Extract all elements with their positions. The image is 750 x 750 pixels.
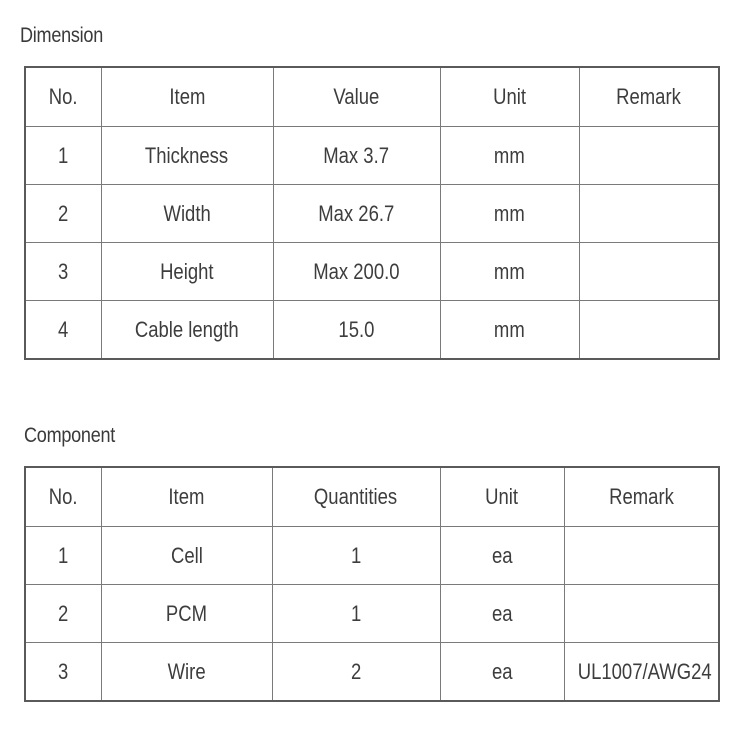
cell-unit: ea <box>440 527 564 585</box>
cell-quantity: 2 <box>272 643 440 702</box>
cell-unit: ea <box>440 643 564 702</box>
cell-item: Wire <box>101 643 272 702</box>
cell-value: Max 200.0 <box>273 243 440 301</box>
cell-unit: mm <box>440 185 579 243</box>
cell-remark <box>564 527 719 585</box>
table-row <box>25 243 719 301</box>
cell-item: Cable length <box>101 301 273 360</box>
cell-remark <box>579 185 719 243</box>
table-row <box>25 127 719 185</box>
cell-value: Max 3.7 <box>273 127 440 185</box>
table-header-row <box>25 467 719 527</box>
cell-quantity: 1 <box>272 585 440 643</box>
cell-unit: mm <box>440 301 579 360</box>
cell-value: Max 26.7 <box>273 185 440 243</box>
table-row <box>25 301 719 360</box>
cell-item: Cell <box>101 527 272 585</box>
header-cell: Quantities <box>272 467 440 527</box>
cell-remark <box>579 243 719 301</box>
cell-no: 3 <box>25 243 101 301</box>
cell-no: 1 <box>25 127 101 185</box>
cell-remark <box>579 301 719 360</box>
cell-unit: ea <box>440 585 564 643</box>
header-cell: Value <box>273 67 440 127</box>
table-row <box>25 185 719 243</box>
table-row <box>25 643 719 702</box>
header-cell: Remark <box>579 67 719 127</box>
cell-remark <box>564 585 719 643</box>
header-cell: No. <box>25 67 101 127</box>
table-row <box>25 585 719 643</box>
cell-value: 15.0 <box>273 301 440 360</box>
dimension-title: Dimension <box>20 24 104 47</box>
header-cell: Item <box>101 467 272 527</box>
cell-unit: mm <box>440 243 579 301</box>
header-cell: Remark <box>564 467 719 527</box>
table-header-row <box>25 67 719 127</box>
cell-quantity: 1 <box>272 527 440 585</box>
header-cell: No. <box>25 467 101 527</box>
cell-no: 4 <box>25 301 101 360</box>
cell-item: PCM <box>101 585 272 643</box>
cell-no: 2 <box>25 185 101 243</box>
component-title: Component <box>24 424 116 447</box>
cell-unit: mm <box>440 127 579 185</box>
cell-item: Thickness <box>101 127 273 185</box>
cell-item: Height <box>101 243 273 301</box>
header-cell: Unit <box>440 467 564 527</box>
cell-no: 1 <box>25 527 101 585</box>
header-cell: Unit <box>440 67 579 127</box>
dimension-table <box>24 66 720 360</box>
cell-no: 3 <box>25 643 101 702</box>
cell-remark <box>579 127 719 185</box>
table-row <box>25 527 719 585</box>
cell-no: 2 <box>25 585 101 643</box>
cell-item: Width <box>101 185 273 243</box>
header-cell: Item <box>101 67 273 127</box>
cell-remark: UL1007/AWG24 <box>564 643 719 702</box>
component-table <box>24 466 720 702</box>
